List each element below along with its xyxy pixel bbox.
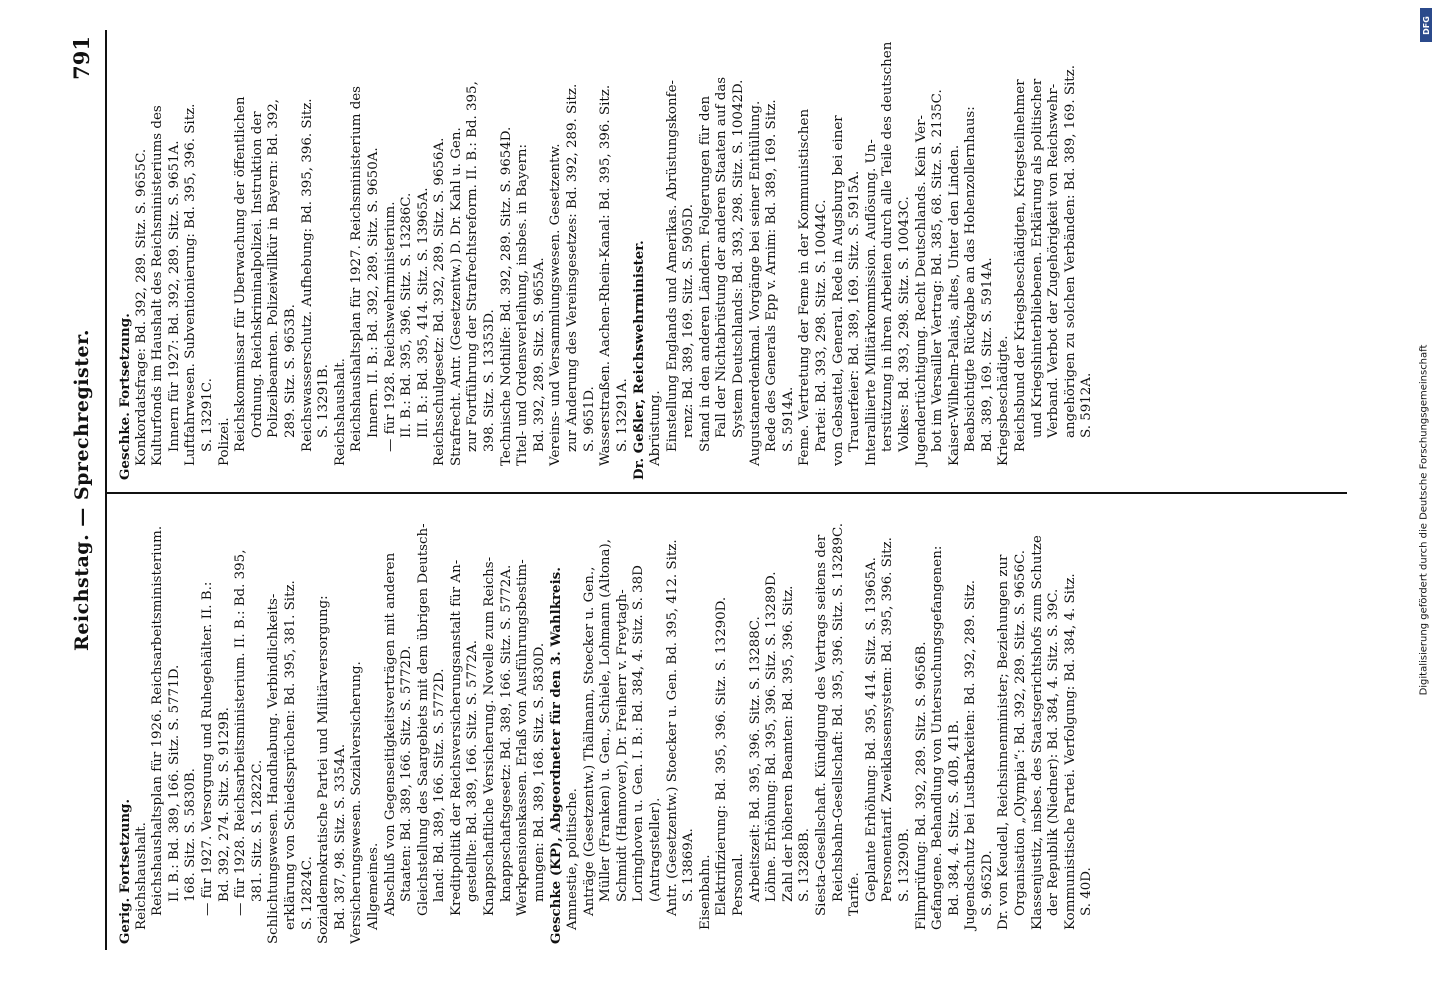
register-line: Reichshaushaltsplan für 1926. Reichsarbeitsministerium. <box>150 525 166 916</box>
register-line: Knappschaftliche Versicherung. Novelle zum Reichs- <box>482 556 498 916</box>
register-line: S. 9652D. <box>979 850 995 916</box>
register-line: Siesta-Gesellschaft. Kündigung des Vertrags seitens der <box>813 534 829 916</box>
register-line: Jugendertüchtigung. Recht Deutschlands. Kein Ver- <box>913 114 929 466</box>
register-line: angehörigen zu solchen Verbänden: Bd. 389, 169. Sitz. <box>1062 65 1078 438</box>
register-line: Bd. 384, 4. Sitz. S. 40B, 41B. <box>946 719 962 916</box>
register-line: Müller (Franken) u. Gen., Schiele, Lohmann (Altona), <box>598 539 614 902</box>
register-line: Ordnung. Reichskriminalpolizei. Instruktion der <box>249 111 265 438</box>
register-line: Loringhoven u. Gen. I. B.: Bd. 384, 4. Sitz. S. 38D <box>631 565 647 902</box>
register-line: Reichshaushalt. <box>332 358 348 466</box>
register-line: S. 13291B. <box>316 364 332 438</box>
register-line: Vereins- und Versammlungswesen. Gesetzentw. <box>548 143 564 466</box>
register-line: Interalliierte Militärkommission. Auflösung. Un- <box>863 139 879 466</box>
register-line: II. B.: Bd. 389, 166. Sitz. S. 5771D. <box>166 664 182 902</box>
register-line: Werkpensionskassen. Erlaß von Ausführungsbestim- <box>515 559 531 916</box>
register-line: Luftfahrwesen. Subventionierung: Bd. 395, 396. Sitz. <box>183 103 199 466</box>
register-line: erklärung von Schiedssprüchen: Bd. 395, 381. Sitz. <box>282 580 298 930</box>
right-column <box>117 40 1096 480</box>
register-line: zur Änderung des Vereinsgesetzes: Bd. 392, 289. Sitz. <box>565 83 581 452</box>
register-line: Geplante Erhöhung: Bd. 395, 414. Sitz. S. 13965A. <box>863 557 879 902</box>
register-line: Löhne. Erhöhung: Bd. 395, 396. Sitz. S. 13289D. <box>764 571 780 902</box>
register-line: — für 1928. Reichswehrministerium. <box>382 201 398 452</box>
page-number: 791 <box>69 36 94 80</box>
register-line: land: Bd. 389, 166. Sitz. S. 5772D. <box>432 668 448 902</box>
register-line: Kreditpolitik der Reichsversicherungsanstalt für An- <box>448 559 464 916</box>
register-line: Antr. (Gesetzentw.) Stoecker u. Gen. Bd. 395, 412. Sitz. <box>664 539 680 916</box>
register-line: mungen: Bd. 389, 168. Sitz. S. 5830D. <box>531 642 547 902</box>
register-line: — für 1928. Reichsarbeitsministerium. II. B.: Bd. 395, <box>233 549 249 916</box>
register-line: Technische Nothilfe: Bd. 392, 289. Sitz. S. 9654D. <box>498 126 514 466</box>
register-line: S. 40D. <box>1079 867 1095 916</box>
header-rule <box>105 30 107 950</box>
register-line: Stand in den anderen Ländern. Folgerungen für den <box>697 95 713 452</box>
register-line: terstützung in ihren Arbeiten durch alle Teile des deutschen <box>880 41 896 452</box>
register-line: Geschke. Fortsetzung. <box>117 313 133 480</box>
register-line: Tarife. <box>847 872 863 916</box>
register-line: Abschluß von Gegenseitigkeitsverträgen mit anderen <box>382 552 398 916</box>
register-line: S. 13291C. <box>199 378 215 452</box>
register-line: 289. Sitz. S. 9653B. <box>282 304 298 438</box>
register-line: Anträge (Gesetzentw.) Thälmann, Stoecker u. Gen., <box>581 566 597 916</box>
register-line: Amnestie, politische. <box>565 788 581 930</box>
register-line: Schmidt (Hannover), Dr. Freiherr v. Freytagh- <box>614 589 630 902</box>
register-line: Jugendschutz bei Lustbarkeiten: Bd. 392, 289. Sitz. <box>963 580 979 930</box>
column-divider <box>107 492 1347 494</box>
register-line: Versicherungswesen. Sozialversicherung. <box>349 661 365 944</box>
register-line: gestellte: Bd. 389, 166. Sitz. S. 5772A. <box>465 640 481 902</box>
register-line: Reichsschulgesetz: Bd. 392, 289. Sitz. S. 9656A. <box>432 137 448 466</box>
register-line: Gleichstellung des Saargebiets mit dem übrigen Deutsch- <box>415 523 431 916</box>
register-line: Strafrecht. Antr. (Gesetzentw.) D. Dr. Kahl u. Gen. <box>448 127 464 466</box>
register-line: Fall der Nichtabrüstung der anderen Staaten auf das <box>714 76 730 438</box>
register-line: Allgemeines. <box>365 842 381 930</box>
dfg-logo: DFG <box>1420 8 1432 42</box>
register-line: Wasserstraßen. Aachen-Rhein-Kanal: Bd. 395, 396. Sitz. <box>598 84 614 466</box>
register-line: Sozialdemokratische Partei und Militärversorgung: <box>316 595 332 944</box>
register-line: der Republik (Niedner): Bd. 384, 4. Sitz. S. 39C. <box>1046 588 1062 916</box>
register-line: Reichshaushaltsplan für 1927. Reichsministerium des <box>349 85 365 452</box>
register-line: (Antragsteller). <box>648 797 663 902</box>
register-line: 381. Sitz. S. 12822C. <box>249 759 265 902</box>
register-line: Elektrifizierung: Bd. 395, 396. Sitz. S. 13290D. <box>714 596 730 916</box>
digitization-note: Digitalisierung gefördert durch die Deutsche Forschungsgemeinschaft <box>1418 344 1430 696</box>
register-line: Verband. Verbot der Zugehörigkeit von Reichswehr- <box>1046 83 1062 438</box>
register-line: Dr. von Keudell, Reichsinnenminister; Beziehungen zur <box>996 554 1012 930</box>
register-line: Kaiser-Wilhelm-Palais, altes, Unter den Linden. <box>946 144 962 466</box>
register-line: — für 1927. Versorgung und Ruhegehälter. II. B.: <box>199 581 215 916</box>
register-line: Partei: Bd. 393, 298. Sitz. S. 10044C. <box>813 199 829 452</box>
register-line: Bd. 392, 289. Sitz. S. 9655A. <box>531 257 547 452</box>
register-line: Reichskommissar für Überwachung der öffentlichen <box>233 96 249 452</box>
register-line: III. B.: Bd. 395, 414. Sitz. S. 13965A. <box>415 187 431 438</box>
register-line: S. 13869A. <box>681 828 697 902</box>
register-line: Beabsichtigte Rückgabe an das Hohenzollernhaus: <box>963 106 979 452</box>
rotated-register-page <box>65 30 1365 950</box>
register-line: Konkordatsfrage: Bd. 392, 289. Sitz. S. 9655C. <box>133 148 149 466</box>
register-line: S. 13288B. <box>797 828 813 902</box>
register-line: Staaten: Bd. 389, 166. Sitz. S. 5772D. <box>399 645 415 902</box>
register-line: Dr. Geßler, Reichswehrminister. <box>631 240 648 480</box>
register-line: Augustanerdenkmal. Vorgänge bei seiner Enthüllung. <box>747 100 763 466</box>
register-line: Gefangene. Behandlung von Untersuchungsgefangenen: <box>930 545 946 930</box>
register-line: Rede des Generals Epp v. Arnim: Bd. 389, 169. Sitz. <box>764 99 780 452</box>
register-line: System Deutschlands: Bd. 393, 298. Sitz. S. 10042D. <box>730 79 746 438</box>
register-line: Gerig. Fortsetzung. <box>117 798 133 944</box>
register-line: Volkes: Bd. 393, 298. Sitz. S. 10043C. <box>896 196 912 452</box>
register-line: Geschke (KP), Abgeordneter für den 3. Wahlkreis. <box>548 567 565 944</box>
register-line: Klassenjustiz, insbes. des Staatsgerichtshofs zum Schutze <box>1029 535 1045 930</box>
register-line: Trauerfeier: Bd. 389, 169. Sitz. S. 5915A. <box>847 170 863 452</box>
running-title: Reichstag. — Sprechregister. <box>71 329 93 651</box>
register-line: Schlichtungswesen. Handhabung. Verbindlichkeits- <box>266 593 282 944</box>
register-line: Filmprüfung: Bd. 392, 289. Sitz. S. 9656B. <box>913 641 929 930</box>
register-line: Titel- und Ordensverleihung, insbes. in Bayern: <box>515 143 531 466</box>
register-line: S. 13291A. <box>614 378 630 452</box>
register-line: S. 13290B. <box>896 828 912 902</box>
register-line: Feme. Vertretung der Feme in der Kommunistischen <box>797 108 813 466</box>
register-line: Arbeitszeit: Bd. 395, 396. Sitz. S. 13288C. <box>747 616 763 902</box>
register-line: Bd. 392, 274. Sitz. S. 9129B. <box>216 707 232 902</box>
register-line: und Kriegshinterbliebenen. Erklärung als politischer <box>1029 78 1045 438</box>
register-line: Kulturfonds im Haushalt des Reichsministeriums des <box>150 105 166 466</box>
register-line: Organisation „Olympia“: Bd. 392, 289. Sitz. S. 9656C. <box>1013 550 1029 916</box>
register-line: S. 12824C. <box>299 856 315 930</box>
register-line: S. 5914A. <box>780 386 796 452</box>
register-line: zur Fortführung der Strafrechtsreform. II. B.: Bd. 395, <box>465 81 481 452</box>
register-line: Abrüstung. <box>648 390 663 466</box>
register-line: Reichswasserschutz. Aufhebung: Bd. 395, 396. Sitz. <box>299 98 315 452</box>
register-line: Innern für 1927: Bd. 392, 289. Sitz. S. 9651A. <box>166 140 182 452</box>
register-line: Kommunistische Partei. Verfolgung: Bd. 384, 4. Sitz. <box>1062 573 1078 930</box>
register-line: 398. Sitz. S. 13353D. <box>482 309 498 452</box>
register-line: von Gebsattel, General. Rede in Augsburg bei einer <box>830 115 846 466</box>
register-line: Personal. <box>730 853 746 916</box>
register-line: 168. Sitz. S. 5830B. <box>183 768 199 902</box>
register-line: II. B.: Bd. 395, 396. Sitz. S. 13286C. <box>399 192 415 438</box>
register-line: Bd. 387, 98. Sitz. S. 3354A. <box>332 743 348 930</box>
register-line: Reichshaushalt. <box>133 822 149 930</box>
register-line: renz: Bd. 389, 169. Sitz. S. 5905D. <box>681 203 697 438</box>
register-line: Einstellung Englands und Amerikas. Abrüstungskonfe- <box>664 79 680 452</box>
register-line: Zahl der höheren Beamten: Bd. 395, 396. Sitz. <box>780 585 796 902</box>
register-line: Bd. 389, 169. Sitz. S. 5914A. <box>979 257 995 452</box>
register-line: S. 5912A. <box>1079 372 1095 438</box>
register-line: Personentarif. Zweiklassensystem: Bd. 395, 396. Sitz. <box>880 537 896 902</box>
register-line: Kriegsbeschädigte. <box>996 335 1012 466</box>
register-line: bot im Versailler Vertrag: Bd. 385, 68. Sitz. S. 2135C. <box>930 89 946 452</box>
register-line: Polizeibeamten. Polizeiwillkür in Bayern: Bd. 392, <box>266 98 282 438</box>
register-line: Innern. II. B.: Bd. 392, 289. Sitz. S. 9650A. <box>365 147 381 438</box>
left-column <box>117 504 1096 944</box>
register-line: Eisenbahn. <box>697 854 713 930</box>
register-line: Reichsbund der Kriegsbeschädigten, Kriegsteilnehmer <box>1013 79 1029 452</box>
register-line: Reichsbahn-Gesellschaft: Bd. 395, 396. Sitz. S. 13289C. <box>830 523 846 902</box>
register-line: S. 9651D. <box>581 386 597 452</box>
register-line: Polizei. <box>216 417 232 466</box>
register-line: knappschaftsgesetz: Bd. 389, 166. Sitz. S. 5772A. <box>498 564 514 902</box>
page-header <box>65 30 109 950</box>
